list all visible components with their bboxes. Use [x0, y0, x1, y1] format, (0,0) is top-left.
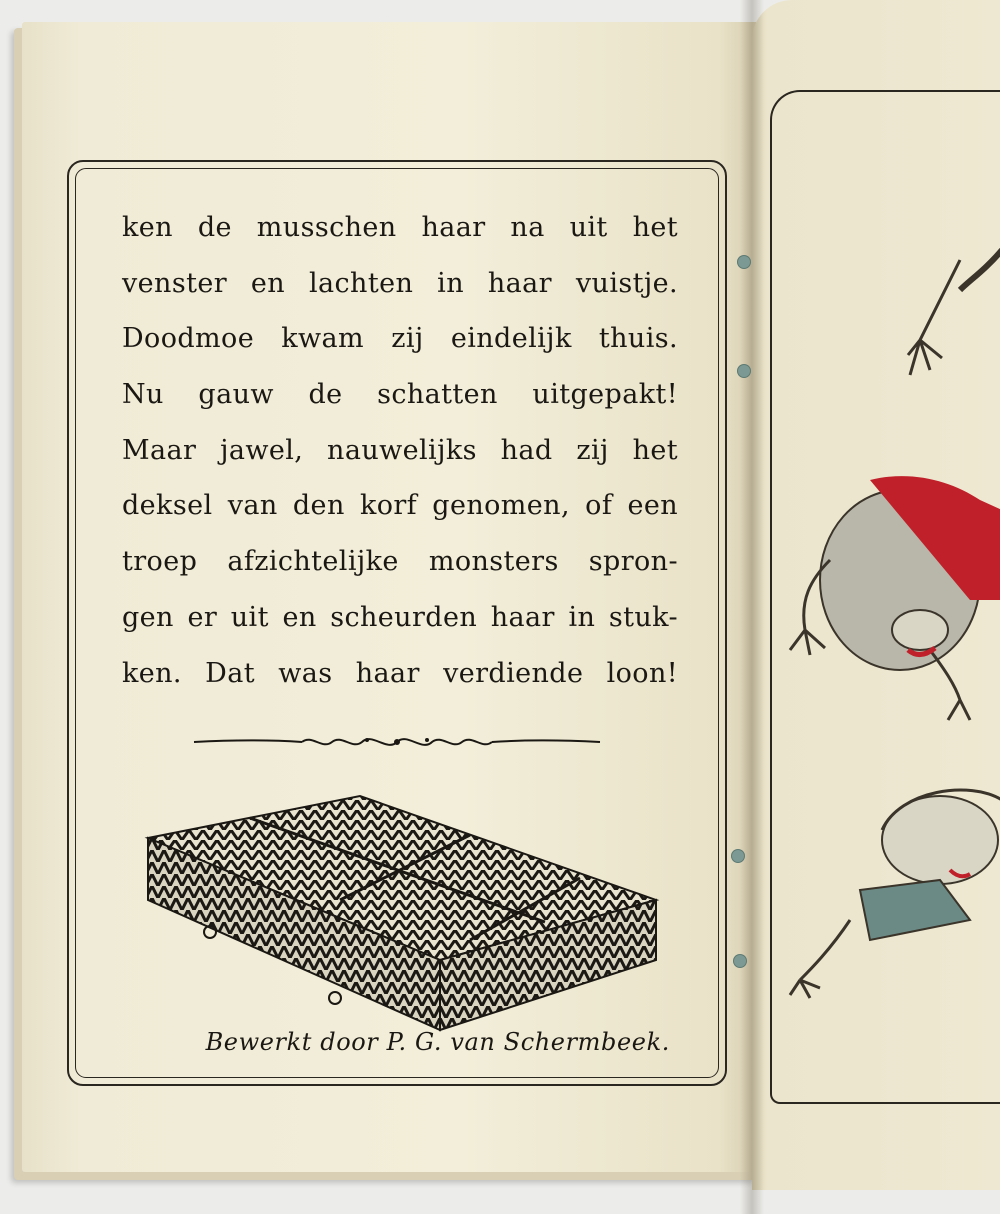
book-gutter-shadow: [740, 0, 764, 1214]
text-line: gen er uit en scheurden haar in stuk-: [122, 601, 678, 633]
author-credit: Bewerkt door P. G. van Schermbeek.: [205, 1028, 670, 1056]
binding-thread: [738, 365, 750, 377]
text-line: ken de musschen haar na uit het: [122, 212, 678, 243]
binding-thread: [734, 955, 746, 967]
text-line: Doodmoe kwam zij eindelijk thuis.: [122, 323, 678, 355]
ornament-divider: [192, 728, 602, 758]
binding-thread: [732, 850, 744, 862]
text-line: troep afzichtelijke monsters spron-: [122, 546, 678, 578]
text-line: Maar jawel, nauwelijks had zij het: [122, 434, 678, 466]
binding-thread: [738, 256, 750, 268]
text-line: ken. Dat was haar verdiende loon!: [122, 657, 678, 689]
basket-box-illustration: [140, 790, 660, 1040]
story-text: [122, 203, 678, 704]
monster-illustration: [770, 180, 1000, 1020]
text-line: venster en lachten in haar vuistje.: [122, 267, 678, 299]
text-line: deksel van den korf genomen, of een: [122, 490, 678, 522]
text-line: Nu gauw de schatten uitgepakt!: [122, 379, 678, 411]
